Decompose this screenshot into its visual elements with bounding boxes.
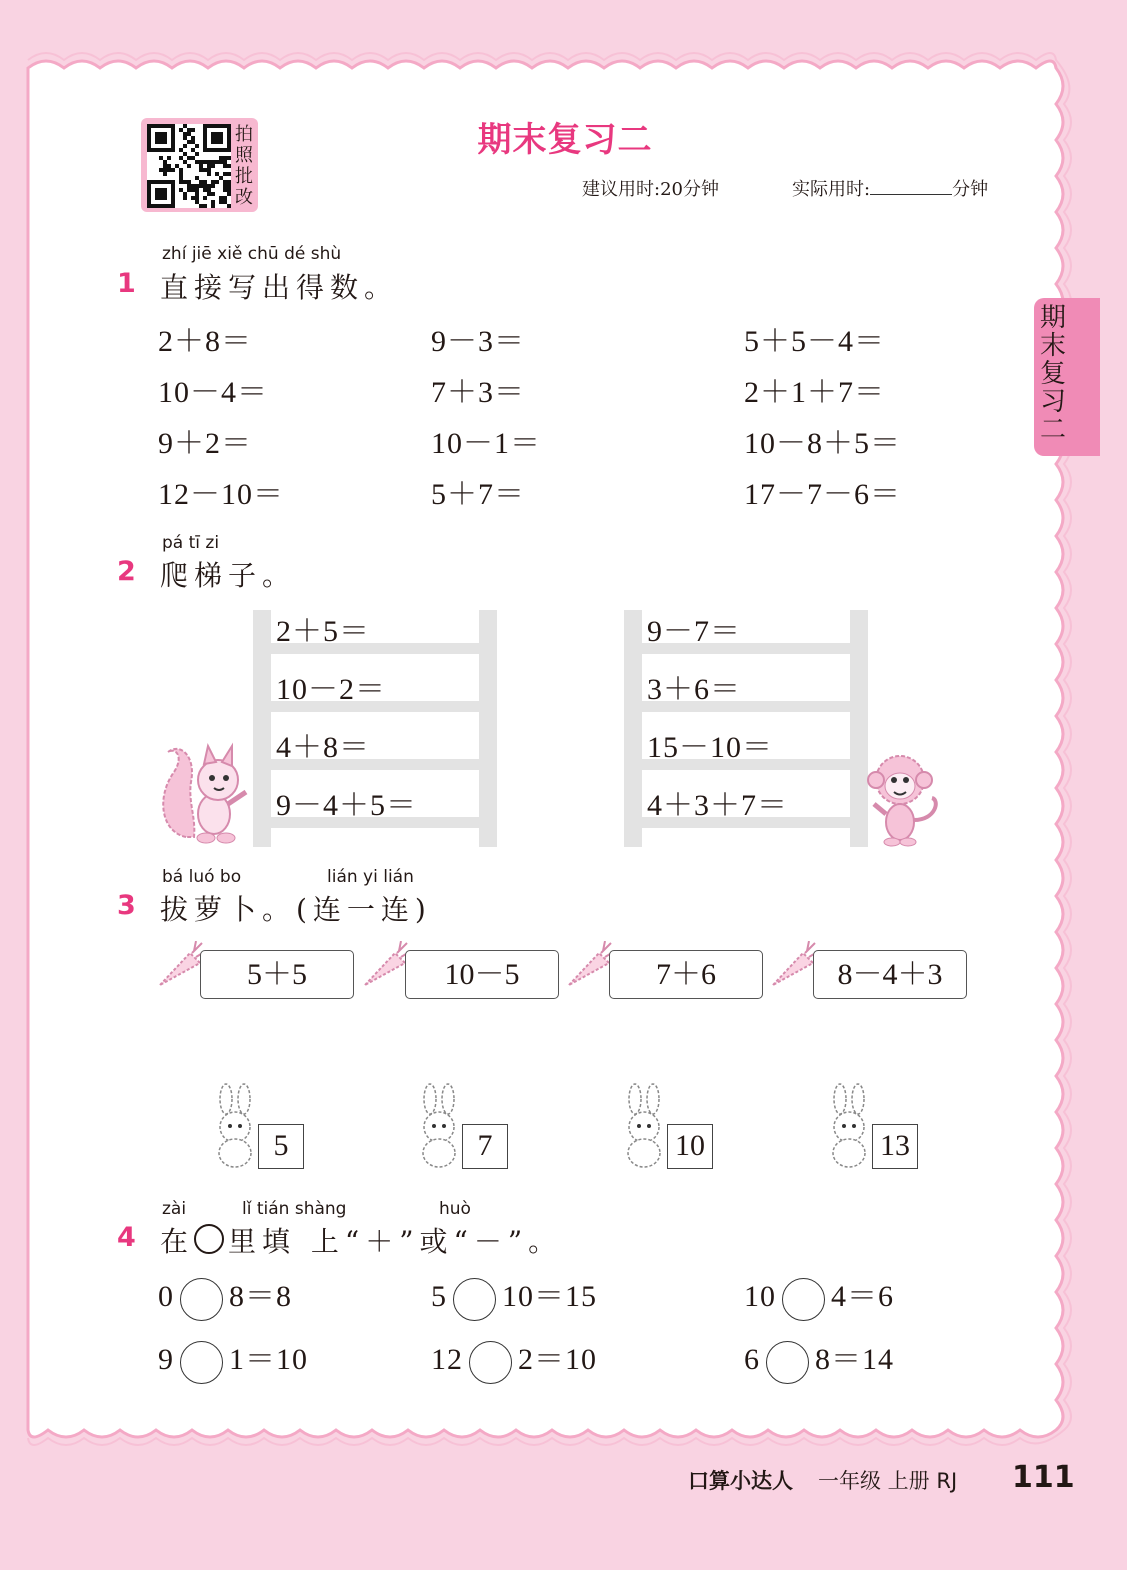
q4-instruction <box>160 1220 562 1260</box>
rabbit-number-box[interactable]: 5 <box>258 1124 304 1169</box>
q1-expr: 5＋5－4＝ <box>744 325 885 358</box>
q1-expr: 17－7－6＝ <box>744 478 901 511</box>
q4-right: 8＝8 <box>229 1280 292 1313</box>
q1-number: 1 <box>117 268 136 299</box>
carrot-expr-box[interactable]: 7＋6 <box>609 950 763 999</box>
qr-code-icon[interactable] <box>147 124 231 208</box>
q4-left: 10 <box>744 1280 776 1313</box>
rabbit-icon <box>206 1083 262 1169</box>
operator-circle[interactable] <box>180 1278 223 1321</box>
ladder-expr: 4＋8＝ <box>276 731 370 764</box>
actual-time-unit: 分钟 <box>952 179 989 200</box>
actual-time-blank[interactable] <box>870 178 952 195</box>
side-tab-label: 期末复习二 <box>1040 303 1067 445</box>
q4-right: 2＝10 <box>518 1343 597 1376</box>
rabbit-icon <box>410 1083 466 1169</box>
ladder-rail <box>253 610 271 847</box>
actual-time-label: 实际用时: <box>792 179 871 200</box>
q1-expr: 10－8＋5＝ <box>744 427 901 460</box>
q4-pinyin-a: zài <box>162 1199 187 1219</box>
q4-right: 8＝14 <box>815 1343 894 1376</box>
q4-left: 5 <box>431 1280 447 1313</box>
circle-icon <box>194 1224 224 1254</box>
ladder-expr: 9－4＋5＝ <box>276 789 417 822</box>
ladder-rail <box>624 610 642 847</box>
carrot-expr-box[interactable]: 5＋5 <box>200 950 354 999</box>
actual-time <box>792 175 988 201</box>
q1-expr: 10－1＝ <box>431 427 541 460</box>
q1-expr: 2＋1＋7＝ <box>744 376 885 409</box>
q1-expr: 9－3＝ <box>431 325 525 358</box>
carrot-expr-box[interactable]: 10－5 <box>405 950 559 999</box>
q4-item <box>158 1334 308 1384</box>
q4-item <box>744 1271 894 1321</box>
q4-item <box>744 1334 894 1384</box>
rabbit-icon <box>820 1083 876 1169</box>
ladder-expr: 9－7＝ <box>647 615 741 648</box>
ladder-expr: 15－10＝ <box>647 731 773 764</box>
q4-left: 9 <box>158 1343 174 1376</box>
q4-item <box>158 1271 292 1321</box>
q1-expr: 5＋7＝ <box>431 478 525 511</box>
q4-text-a: 在 <box>160 1225 195 1258</box>
q1-instruction: 直接写出得数。 <box>160 271 399 304</box>
rabbit-icon <box>615 1083 671 1169</box>
q4-left: 12 <box>431 1343 463 1376</box>
monkey-icon <box>866 750 946 848</box>
page-title: 期末复习二 <box>477 120 653 160</box>
ladder-expr: 3＋6＝ <box>647 673 741 706</box>
q4-item <box>431 1334 597 1384</box>
q4-pinyin-b: lǐ tián shàng <box>242 1199 347 1219</box>
operator-circle[interactable] <box>766 1341 809 1384</box>
ladder-expr: 4＋3＋7＝ <box>647 789 788 822</box>
operator-circle[interactable] <box>180 1341 223 1384</box>
q4-pinyin-c: huò <box>439 1199 471 1219</box>
ladder-rail <box>479 610 497 847</box>
squirrel-icon <box>156 742 252 844</box>
footer-book: 口算小达人 <box>688 1469 793 1493</box>
q4-item <box>431 1271 597 1321</box>
q4-right: 10＝15 <box>502 1280 597 1313</box>
footer-grade: 一年级 上册 RJ <box>818 1469 958 1493</box>
q3-pinyin-a: bá luó bo <box>162 867 242 887</box>
rabbit-number-box[interactable]: 13 <box>872 1124 918 1169</box>
rabbit-number-box[interactable]: 7 <box>462 1124 508 1169</box>
q1-expr: 10－4＝ <box>158 376 268 409</box>
q4-right: 4＝6 <box>831 1280 894 1313</box>
q1-expr: 12－10＝ <box>158 478 284 511</box>
operator-circle[interactable] <box>453 1278 496 1321</box>
q4-right: 1＝10 <box>229 1343 308 1376</box>
q1-expr: 7＋3＝ <box>431 376 525 409</box>
q4-left: 0 <box>158 1280 174 1313</box>
page-number: 111 <box>1012 1460 1075 1495</box>
q3-pinyin-b: lián yi lián <box>327 867 414 887</box>
operator-circle[interactable] <box>469 1341 512 1384</box>
q2-pinyin: pá tī zi <box>162 533 220 553</box>
suggested-time: 建议用时:20分钟 <box>582 179 719 200</box>
ladder-expr: 2＋5＝ <box>276 615 370 648</box>
qr-label: 拍照批改 <box>235 124 253 208</box>
q2-instruction: 爬梯子。 <box>160 559 297 592</box>
q1-expr: 2＋8＝ <box>158 325 252 358</box>
q4-number: 4 <box>117 1222 136 1253</box>
operator-circle[interactable] <box>782 1278 825 1321</box>
ladder-expr: 10－2＝ <box>276 673 386 706</box>
q2-number: 2 <box>117 556 136 587</box>
q1-pinyin: zhí jiē xiě chū dé shù <box>162 244 342 264</box>
rabbit-number-box[interactable]: 10 <box>667 1124 713 1169</box>
q3-instruction: 拔萝卜。(连一连) <box>160 893 432 926</box>
q3-number: 3 <box>117 890 136 921</box>
q4-text-b: 里填 上“＋”或“－”。 <box>228 1225 563 1258</box>
q4-left: 6 <box>744 1343 760 1376</box>
q1-expr: 9＋2＝ <box>158 427 252 460</box>
carrot-expr-box[interactable]: 8－4＋3 <box>813 950 967 999</box>
